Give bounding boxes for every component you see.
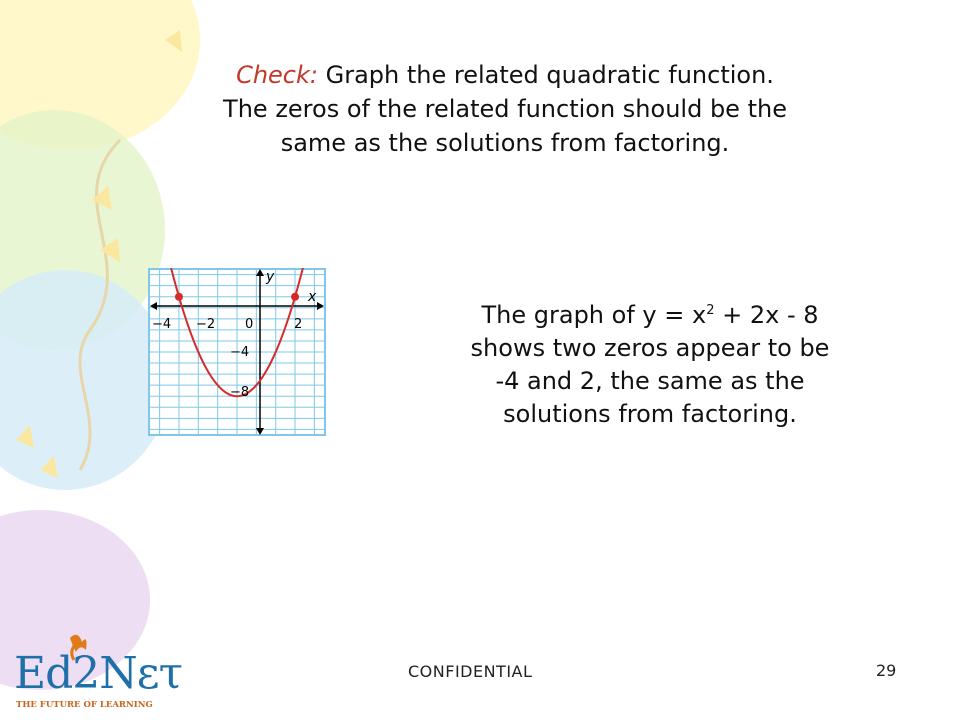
graph-canvas xyxy=(148,268,326,436)
confidential-label: CONFIDENTIAL xyxy=(408,662,533,681)
logo-tagline: THE FUTURE OF LEARNING xyxy=(16,700,153,710)
y-axis-label: y xyxy=(266,269,275,285)
explanation-line-1-b: + 2x - 8 xyxy=(714,301,819,329)
quadratic-graph xyxy=(148,268,326,436)
page-number: 29 xyxy=(876,661,897,680)
check-label: Check: xyxy=(236,61,318,89)
explanation-line-2: shows two zeros appear to be xyxy=(470,334,830,362)
y-tick-label: −8 xyxy=(230,385,250,400)
graph-explanation xyxy=(430,294,870,431)
x-tick-label: −2 xyxy=(196,317,216,332)
check-line-1 xyxy=(150,58,860,92)
x-tick-label: 2 xyxy=(294,317,303,332)
explanation-line-1-a: The graph of y = x xyxy=(481,301,707,329)
check-line-3: same as the solutions from factoring. xyxy=(280,129,730,157)
x-tick-label: −4 xyxy=(152,317,172,332)
explanation-line-1 xyxy=(430,294,870,332)
check-line-2: The zeros of the related function should be the xyxy=(223,95,787,123)
y-tick-label: −4 xyxy=(230,345,250,360)
explanation-line-3: -4 and 2, the same as the xyxy=(495,367,805,395)
zero-point-left xyxy=(175,293,183,301)
check-line-1-text: Graph the related quadratic function. xyxy=(317,61,774,89)
ed2net-logo xyxy=(8,630,182,716)
logo-text: Ed2Nετ xyxy=(14,648,182,699)
x-tick-label: 0 xyxy=(245,317,254,332)
x-axis-label: x xyxy=(308,289,317,305)
explanation-line-4: solutions from factoring. xyxy=(503,400,797,428)
check-heading xyxy=(150,58,860,160)
zero-point-right xyxy=(291,293,299,301)
exponent: 2 xyxy=(706,303,715,318)
